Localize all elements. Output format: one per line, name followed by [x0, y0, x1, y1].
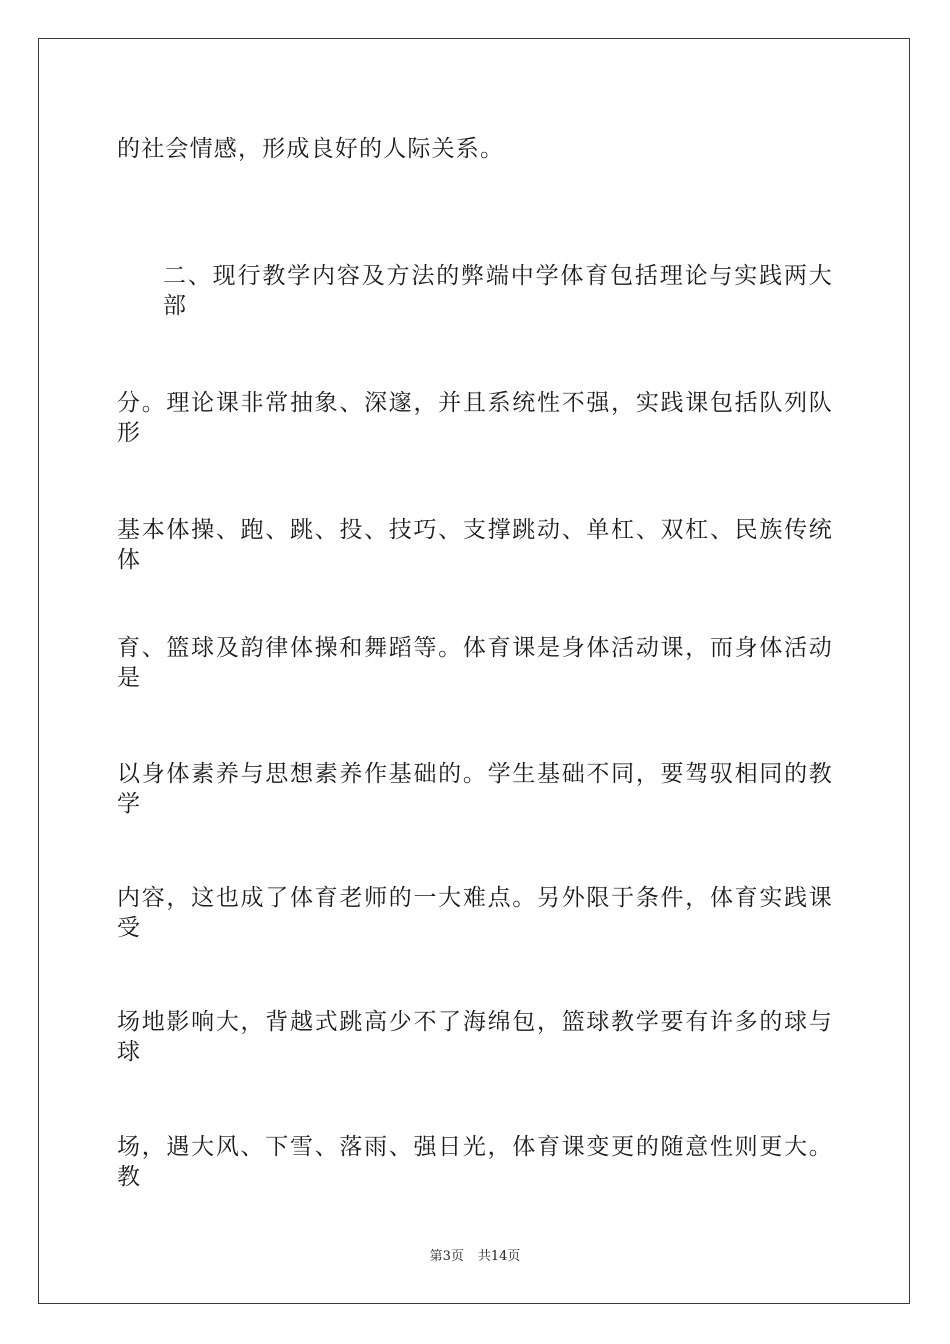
paragraph-line: 分。理论课非常抽象、深邃，并且系统性不强，实践课包括队列队形: [117, 390, 833, 446]
paragraph-line: 内容，这也成了体育老师的一大难点。另外限于条件，体育实践课受: [117, 885, 833, 941]
page-number: 第3页: [429, 1249, 464, 1264]
page-footer: [0, 1248, 950, 1266]
page-border: [38, 38, 910, 1304]
page-total: 共14页: [477, 1249, 521, 1264]
paragraph-line: 场地影响大，背越式跳高少不了海绵包，篮球教学要有许多的球与球: [117, 1009, 833, 1065]
paragraph-line: 二、现行教学内容及方法的弊端中学体育包括理论与实践两大部: [163, 263, 833, 319]
paragraph-line: 场，遇大风、下雪、落雨、强日光，体育课变更的随意性则更大。教: [117, 1134, 833, 1190]
paragraph-line: 基本体操、跑、跳、投、技巧、支撑跳动、单杠、双杠、民族传统体: [117, 517, 833, 573]
paragraph-line: 育、篮球及韵律体操和舞蹈等。体育课是身体活动课，而身体活动是: [117, 635, 833, 691]
paragraph-line: 以身体素养与思想素养作基础的。学生基础不同，要驾驭相同的教学: [117, 761, 833, 817]
paragraph-line: 的社会情感，形成良好的人际关系。: [117, 136, 505, 162]
